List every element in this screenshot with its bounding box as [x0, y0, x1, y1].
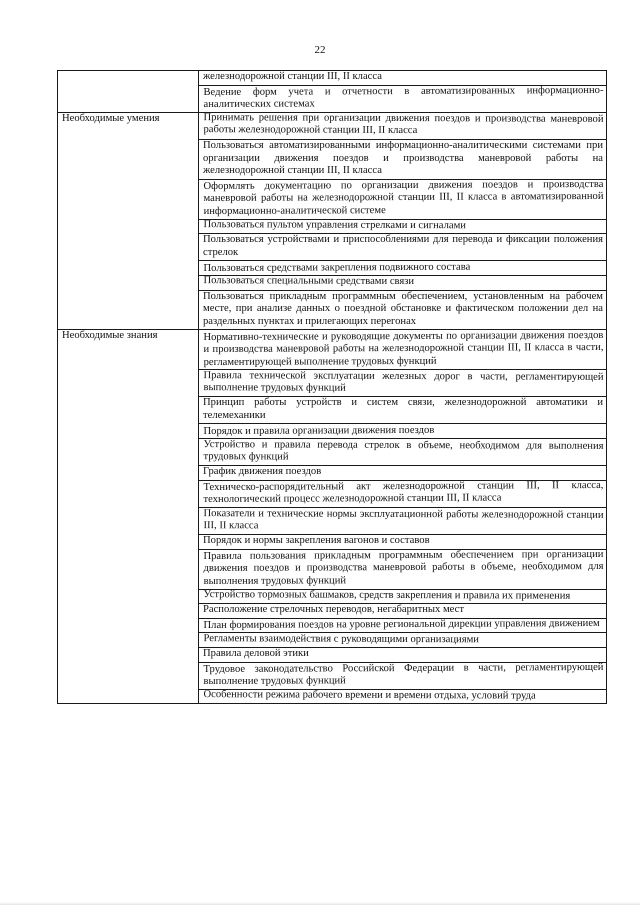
- knowledge-item: Расположение стрелочных переводов, негабаритных мест: [199, 604, 607, 619]
- continuation-item: железнодорожной станции III, II класса: [199, 71, 607, 86]
- knowledge-item: Трудовое законодательство Российской Федерации в части, регламентирующей выполнение трудовых функций: [198, 661, 606, 690]
- skill-item: Оформлять документацию по организации движения поездов и производства маневровой работы на железнодорожной станции III, II класса в автоматизированной информационно-аналитической системе: [198, 178, 606, 220]
- knowledge-item: План формирования поездов на уровне региональной дирекции управления движением: [198, 617, 606, 634]
- qualification-table-body: [58, 71, 607, 704]
- knowledge-item: Показатели и технические нормы эксплуатационной работы железнодорожной станции III, II класса: [198, 507, 606, 536]
- skill-item: Принимать решения при организации движения поездов и производства маневровой работы железнодорожной станции III, II класса: [198, 111, 606, 140]
- knowledge-item: Нормативно-технические и руководящие документы по организации движения поездов и производства маневровой работы на железнодорожной станции III, II класса в части, регламентирующей выполнение трудовых функций: [198, 329, 606, 371]
- skill-item: Пользоваться пультом управления стрелками и сигналами: [198, 218, 606, 234]
- knowledge-item: Правила технической эксплуатации железных дорог в части, регламентирующей выполнение трудовых функций: [198, 369, 606, 398]
- knowledge-item: Правила пользования прикладным программным обеспечением при организации движения поездов и производства маневровой работы в объеме, необходимом для выполнения трудовых функций: [198, 548, 606, 590]
- knowledge-item: Порядок и правила организации движения поездов: [198, 423, 606, 440]
- skill-item: Пользоваться специальными средствами связи: [198, 275, 606, 291]
- knowledge-item: Принцип работы устройств и систем связи, железнодорожной автоматики и телемеханики: [199, 397, 607, 424]
- table-row: [58, 112, 607, 139]
- knowledge-item: Устройство и правила перевода стрелок в объеме, необходимом для выполнения трудовых функций: [198, 438, 606, 467]
- empty-label-cell: [58, 71, 199, 113]
- skill-item: Пользоваться средствами закрепления подвижного состава: [198, 260, 606, 277]
- skill-item: Пользоваться автоматизированными информационно-аналитическими системами при организации движения поездов и производства маневровой работы на железнодорожной станции III, II класса: [199, 139, 607, 179]
- knowledge-item: Регламенты взаимодействия с руководящими организациями: [198, 632, 606, 648]
- table-row: [58, 71, 607, 86]
- skill-item: Пользоваться устройствами и приспособлениями для перевода и фиксации положения стрелок: [199, 234, 607, 261]
- section-label: Необходимые знания: [58, 330, 199, 704]
- page-number: 22: [314, 44, 326, 56]
- table-row: [58, 330, 607, 370]
- knowledge-item: Порядок и нормы закрепления вагонов и составов: [199, 535, 607, 550]
- qualification-table: [57, 70, 607, 704]
- knowledge-item: Устройство тормозных башмаков, средств закрепления и правила их применения: [198, 588, 606, 604]
- knowledge-item: Правила деловой этики: [199, 647, 607, 662]
- knowledge-item: Техническо-распорядительный акт железнодорожной станции III, II класса, технологический процесс железнодорожной станции III, II класса: [198, 479, 606, 508]
- section-label: Необходимые умения: [58, 112, 199, 330]
- continuation-item: Ведение форм учета и отчетности в автоматизированных информационно-аналитических системах: [198, 84, 606, 113]
- knowledge-item: График движения поездов: [199, 466, 607, 481]
- knowledge-item: Особенности режима рабочего времени и времени отдыха, условий труда: [198, 688, 606, 704]
- skill-item: Пользоваться прикладным программным обеспечением, установленным на рабочем месте, при анализе данных о поездной обстановке и фактическом положении дел на раздельных пунктах и прилегающих перегонах: [199, 290, 607, 330]
